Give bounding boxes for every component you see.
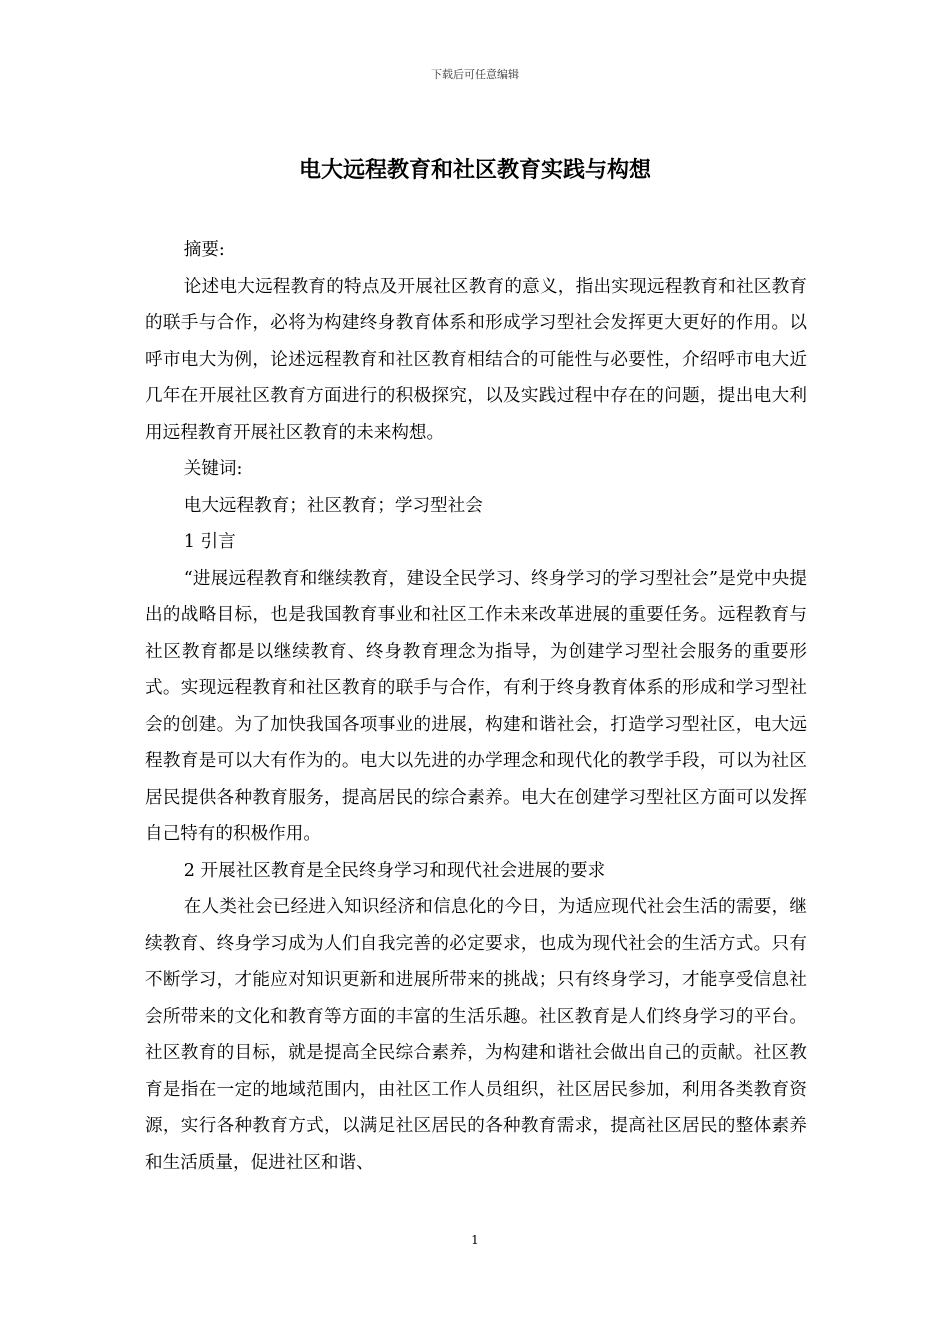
section-2-heading: 2 开展社区教育是全民终身学习和现代社会进展的要求 [183, 860, 606, 881]
section-1-heading: 1 引言 [183, 532, 236, 552]
abstract-label: 摘要: [183, 240, 225, 260]
page-header: 下载后可任意编辑 [431, 68, 519, 81]
page-number: 1 [471, 1233, 479, 1247]
document-title: 电大远程教育和社区教育实践与构想 [298, 158, 651, 183]
keywords-label: 关键词: [183, 459, 243, 479]
document-body [145, 232, 807, 1181]
abstract-paragraph: 论述电大远程教育的特点及开展社区教育的意义，指出实现远程教育和社区教育的联手与合作，必将为构建终身教育体系和形成学习型社会发挥更大更好的作用。以呼市电大为例，论述远程教育和社区教育相结合的可能性与必要性，介绍呼市电大近几年在开展社区教育方面进行的积极探究，以及实践过程中存在的问题，提出电大利用远程教育开展社区教育的未来构想。 [145, 276, 807, 443]
keywords-text: 电大远程教育；社区教育；学习型社会 [183, 495, 483, 516]
section-1-paragraph: “进展远程教育和继续教育，建设全民学习、终身学习的学习型社会”是党中央提出的战略目标，也是我国教育事业和社区工作未来改革进展的重要任务。远程教育与社区教育都是以继续教育、终身教育理念为指导，为创建学习型社会服务的重要形式。实现远程教育和社区教育的联手与合作，有利于终身教育体系的形成和学习型社会的创建。为了加快我国各项事业的进展，构建和谐社会，打造学习型社区，电大远程教育是可以大有作为的。电大以先进的办学理念和现代化的教学手段，可以为社区居民提供各种教育服务，提高居民的综合素养。电大在创建学习型社区方面可以发挥自己特有的积极作用。 [145, 568, 807, 844]
section-2-paragraph: 在人类社会已经进入知识经济和信息化的今日，为适应现代社会生活的需要，继续教育、终身学习成为人们自我完善的必定要求，也成为现代社会的生活方式。只有不断学习，才能应对知识更新和进展所带来的挑战；只有终身学习，才能享受信息社会所带来的文化和教育等方面的丰富的生活乐趣。社区教育是人们终身学习的平台。社区教育的目标，就是提高全民综合素养，为构建和谐社会做出自己的贡献。社区教育是指在一定的地域范围内，由社区工作人员组织，社区居民参加，利用各类教育资源，实行各种教育方式，以满足社区居民的各种教育需求，提高社区居民的整体素养和生活质量，促进社区和谐、 [145, 897, 807, 1173]
